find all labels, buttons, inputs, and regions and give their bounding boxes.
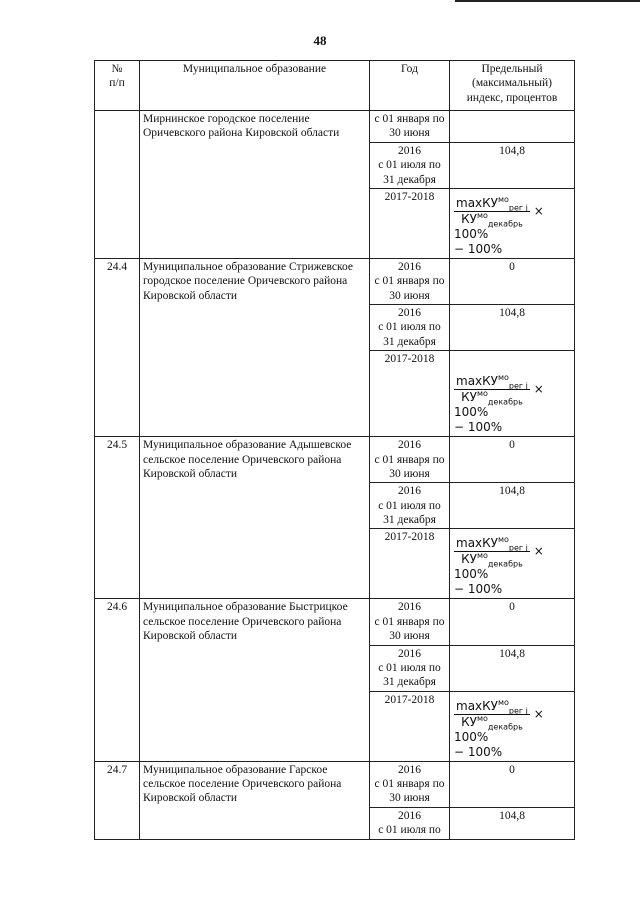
period-year: 2016 с 01 июля по 31 декабря (370, 142, 450, 188)
header-index: Предельный (максимальный) индекс, процентов (450, 61, 575, 111)
row-number: 24.7 (95, 761, 140, 839)
period-year: 2016 с 01 июля по 31 декабря (370, 305, 450, 351)
municipality-name: Мирнинское городское поселение Оричевского района Кировской области (140, 111, 370, 259)
table-row (95, 258, 575, 304)
index-value (450, 529, 575, 599)
municipality-name: Муниципальное образование Быстрицкое сельское поселение Оричевского района Кировской области (140, 599, 370, 761)
formula-times: × 100% (454, 382, 544, 420)
formula-numerator: maxКУ$^{мо}_{рег j}$ (456, 697, 528, 716)
row-number: 24.4 (95, 258, 140, 436)
formula-fraction (454, 536, 530, 567)
tariff-index-table (94, 60, 575, 840)
period-year: 2016 с 01 января по 30 июня (370, 599, 450, 645)
period-year: 2017-2018 (370, 529, 450, 599)
formula-times: × 100% (454, 706, 544, 744)
index-value (450, 188, 575, 258)
page-number: 48 (313, 33, 327, 48)
formula-numerator: maxКУ$^{мо}_{рег j}$ (456, 373, 528, 391)
index-value: 104,8 (450, 142, 575, 188)
header-num: № п/п (95, 61, 140, 111)
period-year: 2016 с 01 июля по 31 декабря (370, 645, 450, 691)
period-year: 2016 с 01 января по 30 июня (370, 761, 450, 807)
period-year: 2016 с 01 июля по (370, 807, 450, 839)
formula-denominator: $КУ^{мо}_{декабрь}$ (461, 210, 523, 229)
formula-denominator: $КУ^{мо}_{декабрь}$ (461, 389, 523, 407)
scan-artifact-line (455, 0, 640, 2)
table-row (95, 437, 575, 483)
municipality-name: Муниципальное образование Гарское сельское поселение Оричевского района Кировской области (140, 761, 370, 839)
table-row (95, 761, 575, 807)
index-value (450, 351, 575, 437)
period-year: 2016 с 01 января по 30 июня (370, 437, 450, 483)
formula-minus: − 100% (454, 744, 503, 759)
formula-denominator: $КУ^{мо}_{декабрь}$ (461, 713, 523, 732)
formula-fraction (454, 374, 530, 405)
index-value: 0 (450, 437, 575, 483)
formula-minus: − 100% (454, 241, 503, 256)
formula-fraction (454, 196, 530, 227)
index-formula (454, 196, 571, 257)
period-year: 2017-2018 (370, 351, 450, 437)
index-value: 0 (450, 258, 575, 304)
formula-minus: − 100% (454, 582, 503, 597)
header-year: Год (370, 61, 450, 111)
period-year: 2016 с 01 июля по 31 декабря (370, 483, 450, 529)
period-year: с 01 января по 30 июня (370, 111, 450, 143)
formula-fraction (454, 699, 530, 730)
row-number: 24.6 (95, 599, 140, 761)
index-value: 0 (450, 599, 575, 645)
period-year: 2016 с 01 января по 30 июня (370, 258, 450, 304)
formula-times: × 100% (454, 203, 544, 241)
index-value: 104,8 (450, 483, 575, 529)
table-row (95, 599, 575, 645)
index-value: 104,8 (450, 645, 575, 691)
period-year: 2017-2018 (370, 188, 450, 258)
index-formula (454, 374, 571, 435)
index-value (450, 691, 575, 761)
formula-minus: − 100% (454, 420, 503, 435)
index-value (450, 111, 575, 143)
formula-times: × 100% (454, 544, 544, 582)
header-municipality: Муниципальное образование (140, 61, 370, 111)
formula-numerator: maxКУ$^{мо}_{рег j}$ (456, 194, 528, 213)
table-row (95, 111, 575, 143)
row-number: 24.5 (95, 437, 140, 599)
index-formula (454, 699, 571, 760)
formula-numerator: maxКУ$^{мо}_{рег j}$ (456, 535, 528, 553)
table-header-row (95, 61, 575, 111)
index-value: 0 (450, 761, 575, 807)
municipality-name: Муниципальное образование Адышевское сельское поселение Оричевского района Кировской области (140, 437, 370, 599)
row-number (95, 111, 140, 259)
municipality-name: Муниципальное образование Стрижевское городское поселение Оричевского района Кировской области (140, 258, 370, 436)
index-value: 104,8 (450, 807, 575, 839)
index-formula (454, 536, 571, 597)
formula-denominator: $КУ^{мо}_{декабрь}$ (461, 551, 523, 569)
index-value: 104,8 (450, 305, 575, 351)
period-year: 2017-2018 (370, 691, 450, 761)
